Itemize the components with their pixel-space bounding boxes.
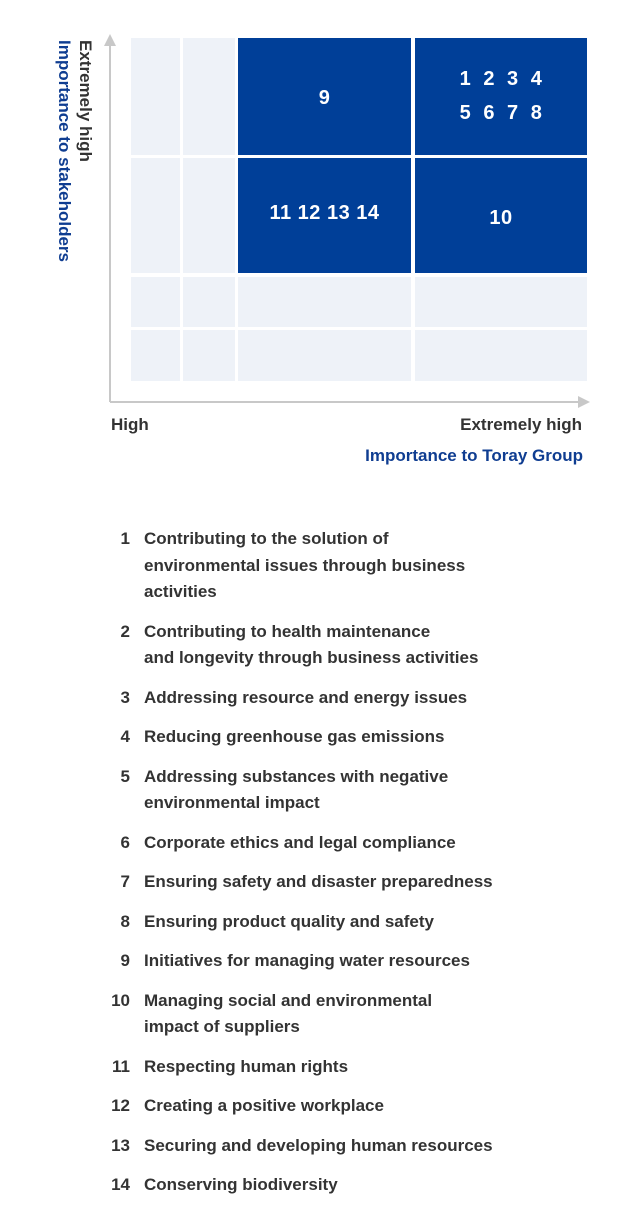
legend-text	[144, 830, 456, 857]
legend-item	[100, 1054, 600, 1081]
legend-text-line: Initiatives for managing water resources	[144, 951, 470, 970]
y-axis-title: Importance to stakeholders	[55, 40, 74, 263]
legend-text	[144, 526, 465, 606]
legend-text	[144, 869, 493, 896]
label-mid-middle: 11 12 13 14	[269, 202, 380, 224]
legend-text-line: Respecting human rights	[144, 1056, 349, 1076]
legend-item	[100, 1093, 600, 1120]
y-axis-level-high: Extremely high	[76, 40, 95, 162]
y-axis-label	[54, 40, 96, 262]
x-axis-title: Importance to Toray Group	[365, 446, 583, 465]
legend-text-line: environmental issues through business	[144, 555, 466, 575]
legend-number: 9	[120, 951, 130, 970]
legend-item	[100, 869, 600, 896]
legend-number: 7	[120, 872, 130, 891]
legend	[100, 526, 600, 1212]
legend-item	[100, 1133, 600, 1160]
legend-number: 3	[120, 687, 130, 707]
legend-item	[100, 724, 600, 751]
y-axis-arrow	[104, 34, 116, 46]
legend-item	[100, 764, 600, 817]
legend-item	[100, 909, 600, 936]
legend-item	[100, 948, 600, 975]
legend-text	[144, 619, 478, 672]
legend-text-line: Creating a positive workplace	[144, 1096, 384, 1115]
legend-text-line: Ensuring product quality and safety	[144, 911, 434, 931]
materiality-matrix	[0, 0, 617, 480]
legend-text-line: Corporate ethics and legal compliance	[144, 832, 456, 852]
legend-text-line: Securing and developing human resources	[144, 1135, 493, 1155]
legend-text	[144, 1133, 493, 1160]
legend-text-line: environmental impact	[144, 793, 320, 812]
legend-number: 2	[120, 621, 130, 641]
legend-text-line: Contributing to the solution of	[144, 529, 389, 548]
legend-number: 13	[111, 1135, 130, 1155]
legend-number: 12	[111, 1096, 130, 1115]
legend-text-line: and longevity through business activities	[144, 648, 479, 667]
legend-text-line: Conserving biodiversity	[144, 1175, 338, 1194]
legend-text	[144, 1093, 384, 1120]
legend-text	[144, 685, 467, 712]
legend-number: 14	[111, 1175, 130, 1194]
label-top-right-row2: 5 6 7 8	[459, 102, 543, 124]
legend-text	[144, 988, 432, 1041]
legend-text-line: Addressing substances with negative	[144, 766, 449, 786]
legend-text	[144, 724, 444, 751]
legend-item	[100, 619, 600, 672]
x-axis-level-low: High	[111, 415, 149, 434]
legend-text	[144, 1054, 348, 1081]
legend-number: 1	[120, 529, 130, 548]
legend-text-line: Contributing to health maintenance	[144, 621, 431, 641]
legend-item	[100, 685, 600, 712]
legend-text-line: impact of suppliers	[144, 1017, 300, 1036]
legend-item	[100, 830, 600, 857]
legend-number: 10	[111, 990, 130, 1010]
legend-number: 6	[120, 832, 130, 852]
legend-text	[144, 909, 434, 936]
legend-number: 8	[120, 911, 130, 931]
x-axis-arrow	[578, 396, 590, 408]
legend-text	[144, 764, 448, 817]
label-mid-right: 10	[489, 207, 513, 229]
legend-text	[144, 1172, 338, 1199]
legend-text-line: Addressing resource and energy issues	[144, 687, 468, 707]
legend-item	[100, 1172, 600, 1199]
x-axis-level-high: Extremely high	[460, 415, 582, 434]
legend-text	[144, 948, 470, 975]
legend-item	[100, 526, 600, 606]
legend-text-line: Ensuring safety and disaster preparedness	[144, 872, 493, 891]
legend-item	[100, 988, 600, 1041]
legend-text-line: activities	[144, 582, 217, 601]
legend-text-line: Reducing greenhouse gas emissions	[144, 727, 445, 746]
label-top-right-row1: 1 2 3 4	[459, 68, 543, 90]
legend-number: 5	[120, 766, 130, 786]
legend-text-line: Managing social and environmental	[144, 990, 433, 1010]
label-top-middle: 9	[318, 87, 331, 109]
legend-number: 4	[120, 727, 130, 746]
legend-number: 11	[112, 1056, 130, 1076]
